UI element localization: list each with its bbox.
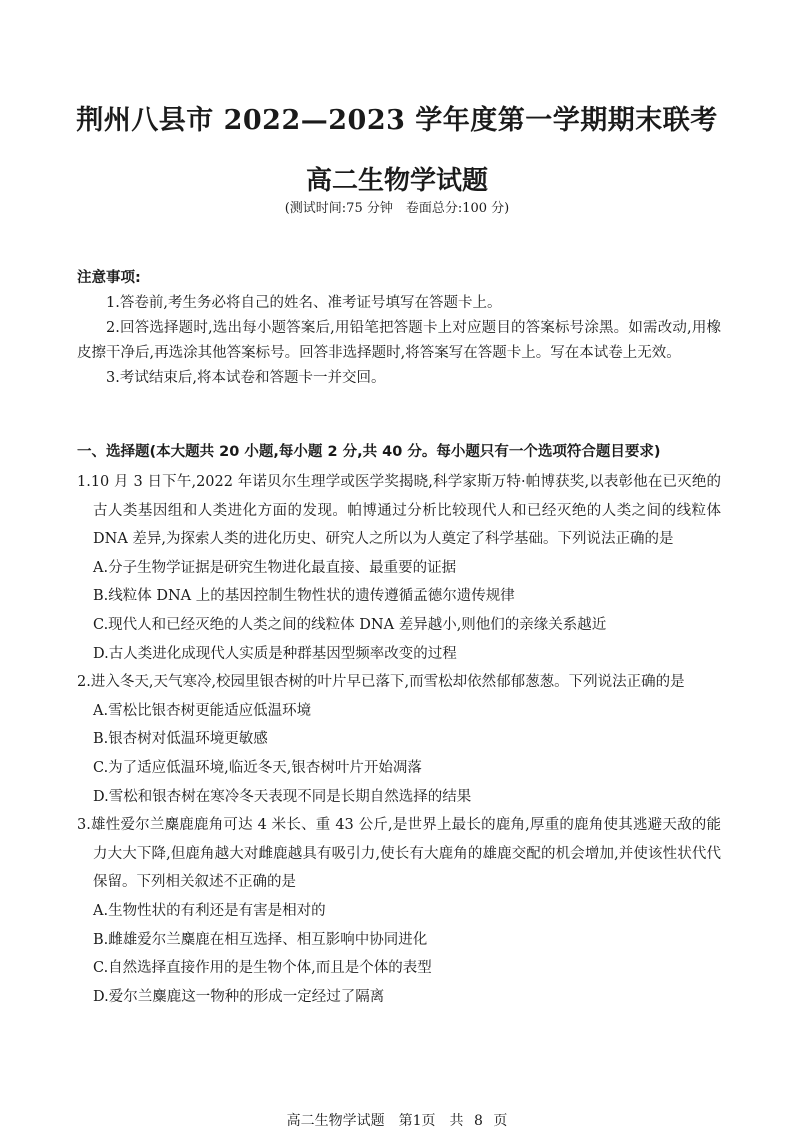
- exam-info: (测试时间:75 分钟 卷面总分:100 分): [284, 201, 510, 216]
- question-stem: 3.雄性爱尔兰麋鹿鹿角可达 4 米长、重 43 公斤,是世界上最长的鹿角,厚重的鹿角使其逃避天敌的能力大大下降,但鹿角越大对雌鹿越具有吸引力,使长有大鹿角的雄鹿交配的机会增加,并使该性状代代保留。下列相关叙述不正确的是: [77, 817, 721, 891]
- option-d: D.雪松和银杏树在寒冷冬天表现不同是长期自然选择的结果: [93, 788, 472, 805]
- option-d: D.古人类进化成现代人实质是种群基因型频率改变的过程: [93, 645, 457, 662]
- question-2: [77, 668, 721, 811]
- section-heading: 一、选择题(本大题共 20 小题,每小题 2 分,共 40 分。每小题只有一个选项符合题目要求): [77, 444, 661, 460]
- note-item: 3.考试结束后,将本试卷和答题卡一并交回。: [106, 370, 386, 386]
- exam-title: 荆州八县市 2022—2023 学年度第一学期期末联考: [76, 105, 718, 136]
- option-c: C.现代人和已经灭绝的人类之间的线粒体 DNA 差异越小,则他们的亲缘关系越近: [93, 616, 607, 633]
- option-a: A.分子生物学证据是研究生物进化最直接、最重要的证据: [93, 559, 457, 576]
- option-b: B.银杏树对低温环境更敏感: [93, 731, 268, 748]
- option-b: B.雌雄爱尔兰麋鹿在相互选择、相互影响中协同进化: [93, 931, 428, 948]
- question-stem: 2.进入冬天,天气寒冷,校园里银杏树的叶片早已落下,而雪松却依然郁郁葱葱。下列说法正确的是: [77, 674, 685, 691]
- note-item: 1.答卷前,考生务必将自己的姓名、准考证号填写在答题卡上。: [106, 295, 502, 311]
- notes-heading: 注意事项:: [77, 270, 141, 286]
- option-c: C.为了适应低温环境,临近冬天,银杏树叶片开始凋落: [93, 759, 422, 776]
- option-b: B.线粒体 DNA 上的基因控制生物性状的遗传遵循孟德尔遗传规律: [93, 588, 515, 605]
- question-1: [77, 468, 721, 668]
- exam-subtitle: 高二生物学试题: [305, 166, 488, 196]
- question-3: [77, 811, 721, 1011]
- option-a: A.雪松比银杏树更能适应低温环境: [93, 702, 312, 719]
- question-list: [77, 468, 721, 1011]
- option-c: C.自然选择直接作用的是生物个体,而且是个体的表型: [93, 960, 432, 977]
- option-a: A.生物性状的有利还是有害是相对的: [93, 902, 326, 919]
- note-item: 2.回答选择题时,选出每小题答案后,用铅笔把答题卡上对应题目的答案标号涂黑。如需改动,用橡皮擦干净后,再选涂其他答案标号。回答非选择题时,将答案写在答题卡上。写在本试卷上无效。: [77, 320, 721, 361]
- page-footer: 高二生物学试题 第1页 共 8 页: [286, 1113, 508, 1129]
- notes-section: [77, 266, 721, 391]
- option-d: D.爱尔兰麋鹿这一物种的形成一定经过了隔离: [93, 988, 385, 1005]
- question-stem: 1.10 月 3 日下午,2022 年诺贝尔生理学或医学奖揭晓,科学家斯万特·帕博获奖,以表彰他在已灭绝的古人类基因组和人类进化方面的发现。帕博通过分析比较现代人和已经灭绝的人类之间的线粒体 DNA 差异,为探索人类的进化历史、研究人之所以为人奠定了科学基础。下列说法正确的是: [77, 474, 721, 548]
